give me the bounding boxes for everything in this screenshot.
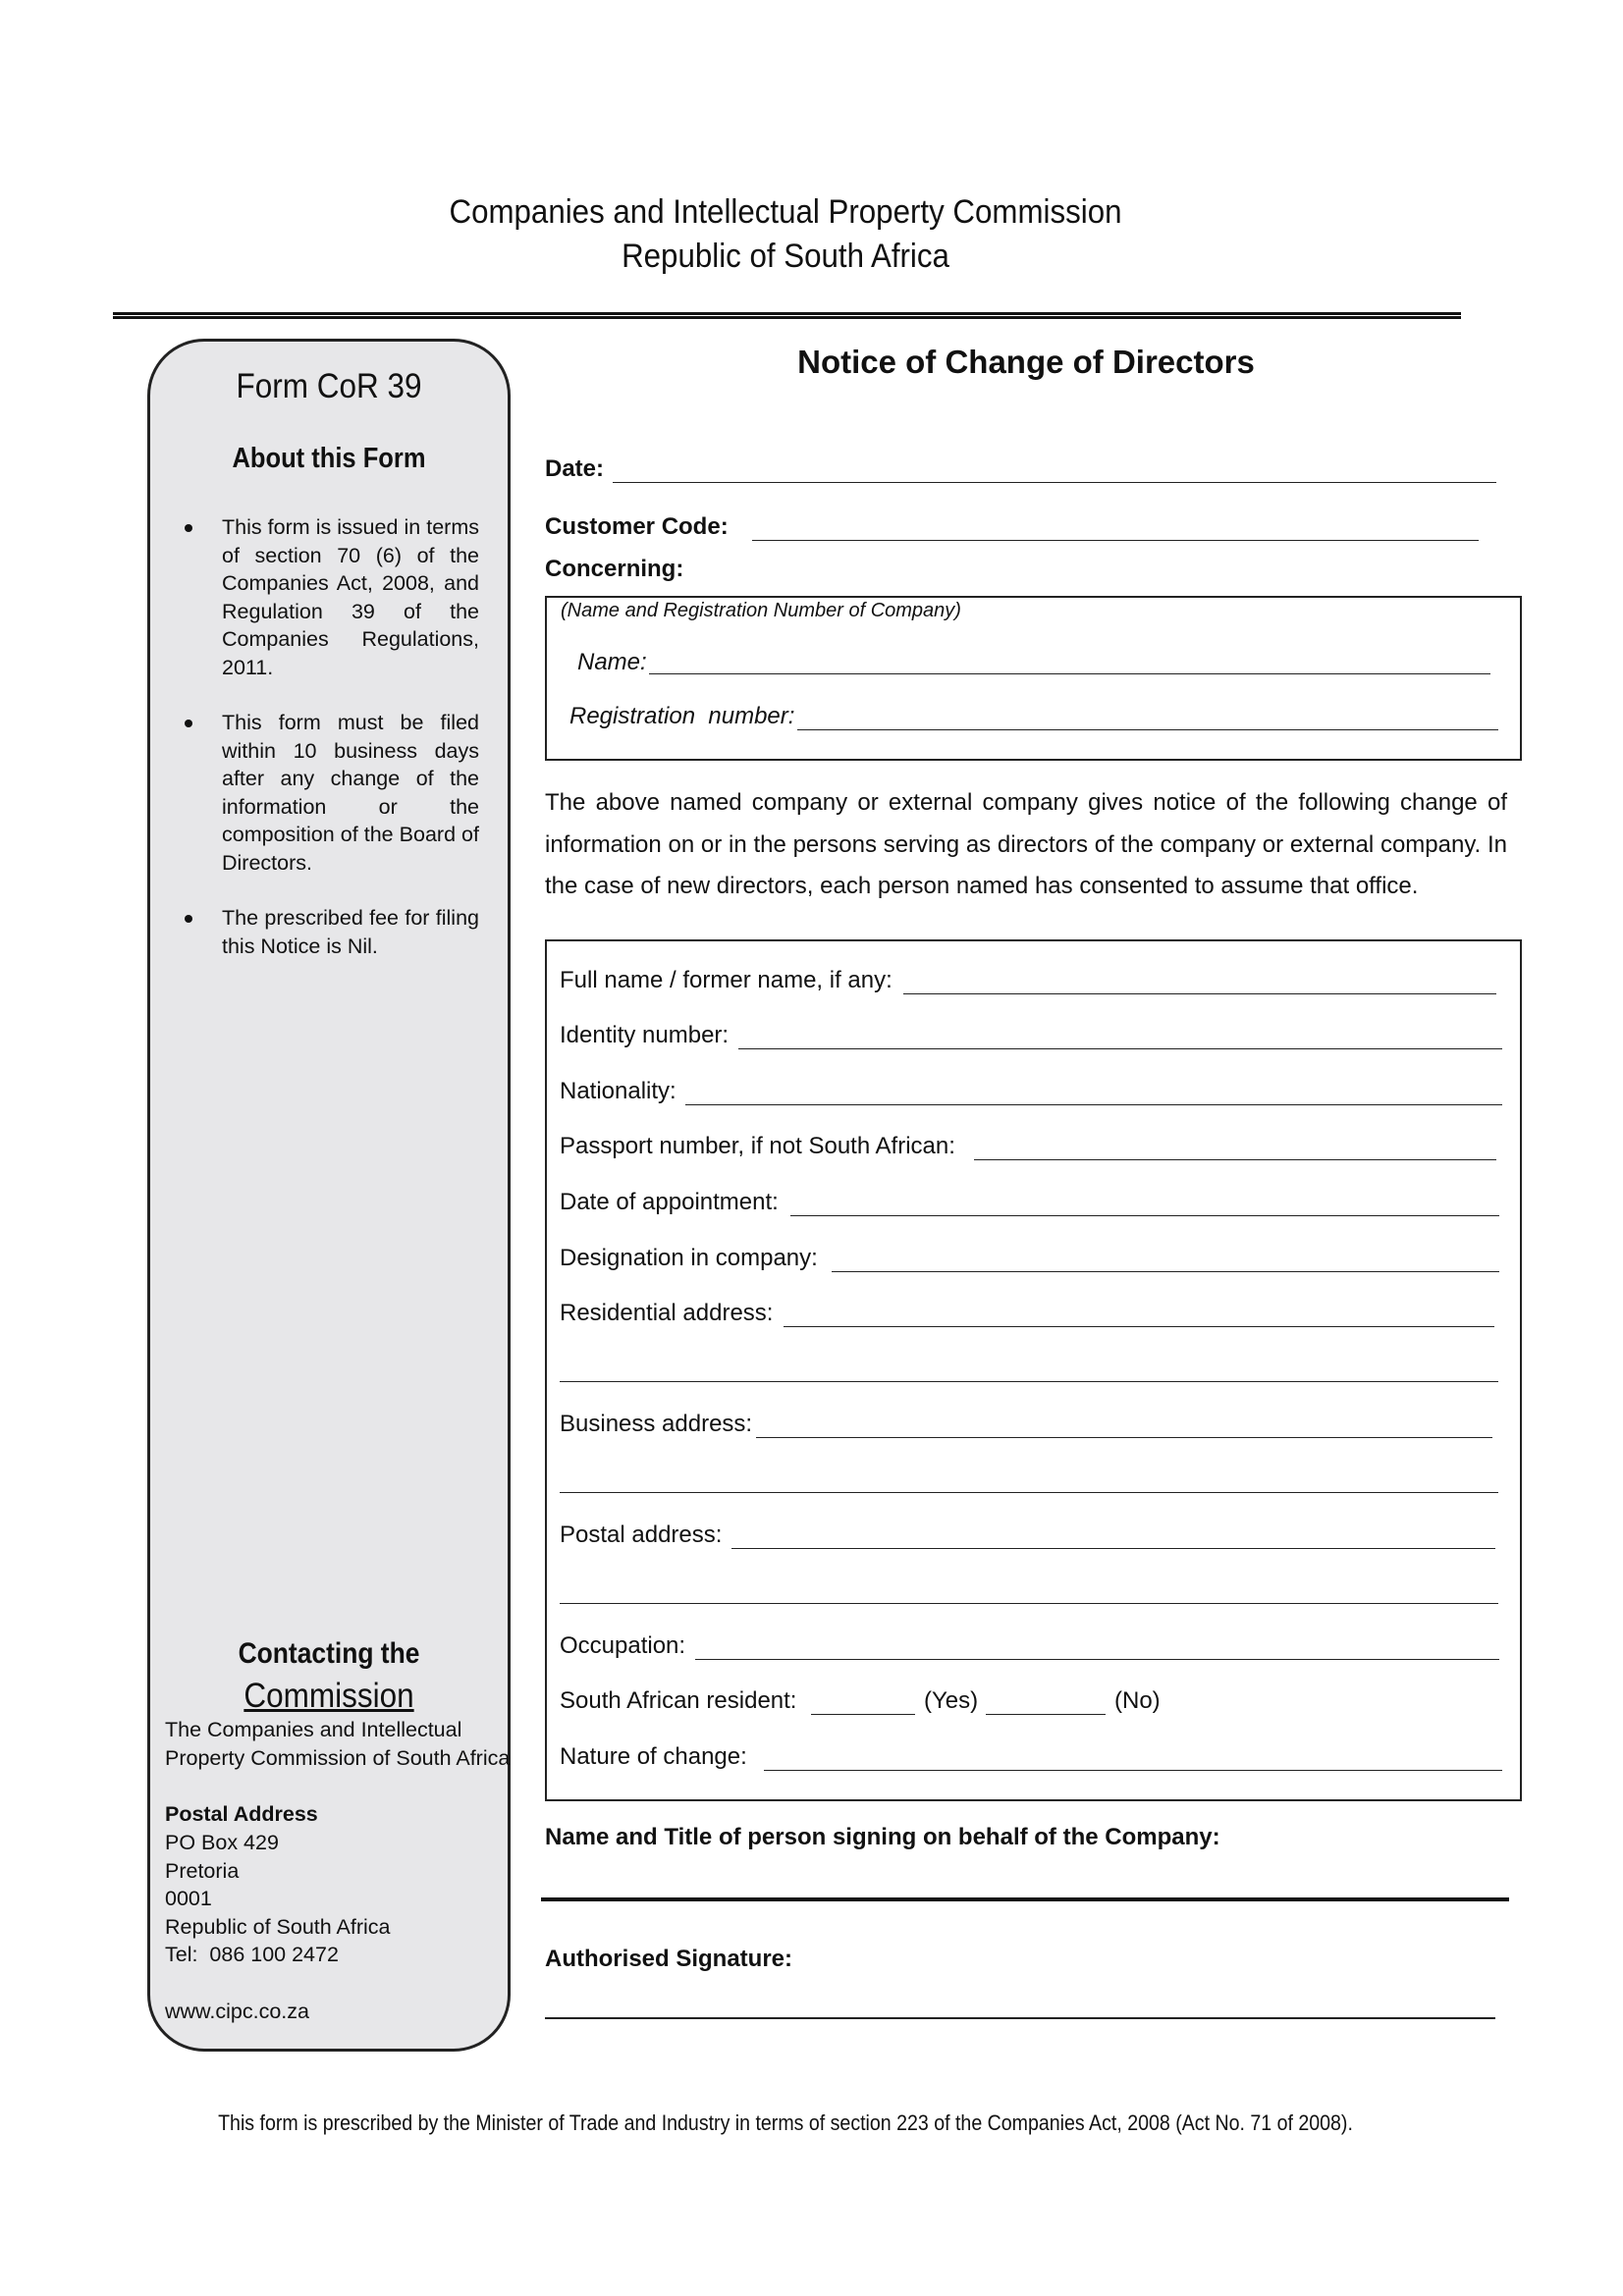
customer-code-field[interactable] bbox=[752, 540, 1479, 541]
company-name-label: Name: bbox=[577, 649, 647, 675]
website-link[interactable]: www.cipc.co.za bbox=[165, 2000, 309, 2023]
date-field[interactable] bbox=[613, 482, 1496, 483]
residential-address-label: Residential address: bbox=[560, 1300, 774, 1326]
address-line: PO Box 429 bbox=[165, 1831, 279, 1854]
nature-of-change-field[interactable] bbox=[764, 1770, 1502, 1771]
date-of-appointment-field[interactable] bbox=[790, 1215, 1499, 1216]
designation-label: Designation in company: bbox=[560, 1245, 818, 1271]
business-address-label: Business address: bbox=[560, 1411, 753, 1437]
date-of-appointment-label: Date of appointment: bbox=[560, 1189, 779, 1215]
sa-resident-yes-field[interactable] bbox=[811, 1714, 915, 1715]
notice-title: Notice of Change of Directors bbox=[797, 344, 1255, 380]
address-line: Pretoria bbox=[165, 1859, 240, 1883]
residential-address-field-line2[interactable] bbox=[560, 1381, 1498, 1382]
registration-number-label: Registration number: bbox=[569, 703, 795, 729]
nationality-label: Nationality: bbox=[560, 1078, 676, 1104]
contact-heading-commission: Commission bbox=[243, 1677, 414, 1715]
postal-address-field-line2[interactable] bbox=[560, 1603, 1498, 1604]
postal-address-heading: Postal Address bbox=[165, 1802, 318, 1826]
signature-label: Authorised Signature: bbox=[545, 1946, 793, 1972]
sa-resident-no-field[interactable] bbox=[986, 1714, 1106, 1715]
director-details-box bbox=[545, 939, 1522, 1801]
header-divider bbox=[113, 312, 1461, 319]
full-name-label: Full name / former name, if any: bbox=[560, 967, 893, 993]
signature-field[interactable] bbox=[545, 2017, 1495, 2019]
sa-resident-label: South African resident: bbox=[560, 1687, 797, 1714]
designation-field[interactable] bbox=[832, 1271, 1499, 1272]
country-title: Republic of South Africa bbox=[622, 238, 949, 275]
date-label: Date: bbox=[545, 455, 605, 482]
business-address-field-line2[interactable] bbox=[560, 1492, 1498, 1493]
form-id: Form CoR 39 bbox=[236, 367, 422, 405]
occupation-field[interactable] bbox=[695, 1659, 1499, 1660]
passport-number-field[interactable] bbox=[974, 1159, 1496, 1160]
nationality-field[interactable] bbox=[685, 1104, 1502, 1105]
sa-resident-no-label: (No) bbox=[1114, 1687, 1161, 1714]
about-bullet: The prescribed fee for filing this Notice is Nil. bbox=[179, 904, 479, 960]
address-line: Republic of South Africa bbox=[165, 1915, 391, 1939]
customer-code-label: Customer Code: bbox=[545, 513, 729, 540]
signer-label: Name and Title of person signing on behalf of the Company: bbox=[545, 1824, 1220, 1850]
full-name-field[interactable] bbox=[903, 993, 1496, 994]
telephone: Tel: 086 100 2472 bbox=[165, 1943, 339, 1966]
sa-resident-yes-label: (Yes) bbox=[924, 1687, 979, 1714]
signer-name-field[interactable] bbox=[541, 1897, 1509, 1901]
org-name-line1: The Companies and Intellectual bbox=[165, 1718, 462, 1741]
business-address-field[interactable] bbox=[756, 1437, 1492, 1438]
commission-title: Companies and Intellectual Property Commission bbox=[449, 193, 1122, 231]
identity-number-field[interactable] bbox=[738, 1048, 1502, 1049]
contact-heading: Contacting the bbox=[238, 1637, 420, 1670]
nature-of-change-label: Nature of change: bbox=[560, 1743, 747, 1770]
residential-address-field[interactable] bbox=[784, 1326, 1494, 1327]
concerning-label: Concerning: bbox=[545, 556, 684, 582]
company-name-field[interactable] bbox=[649, 673, 1490, 674]
notice-paragraph: The above named company or external company gives notice of the following change of information on or in the persons serving as directors of the company or external company. In the case of new directors, each person named has consented to assume that office. bbox=[545, 789, 1507, 899]
about-heading: About this Form bbox=[232, 443, 426, 474]
passport-number-label: Passport number, if not South African: bbox=[560, 1133, 955, 1159]
postal-address-field[interactable] bbox=[731, 1548, 1495, 1549]
footer-note: This form is prescribed by the Minister of Trade and Industry in terms of section 223 of the Companies Act, 2008 (Act No. 71 of 2008). bbox=[218, 2110, 1353, 2135]
registration-number-field[interactable] bbox=[797, 729, 1498, 730]
about-bullets bbox=[179, 513, 479, 988]
company-box-caption: (Name and Registration Number of Company) bbox=[561, 600, 961, 621]
address-line: 0001 bbox=[165, 1887, 212, 1910]
about-bullet: This form is issued in terms of section 70 (6) of the Companies Act, 2008, and Regulation 39 of the Companies Regulations, 2011. bbox=[179, 513, 479, 681]
about-bullet: This form must be filed within 10 business days after any change of the information or the composition of the Board of Directors. bbox=[179, 709, 479, 877]
org-name-line2: Property Commission of South Africa bbox=[165, 1746, 511, 1770]
identity-number-label: Identity number: bbox=[560, 1022, 730, 1048]
postal-address-label: Postal address: bbox=[560, 1522, 723, 1548]
occupation-label: Occupation: bbox=[560, 1632, 686, 1659]
